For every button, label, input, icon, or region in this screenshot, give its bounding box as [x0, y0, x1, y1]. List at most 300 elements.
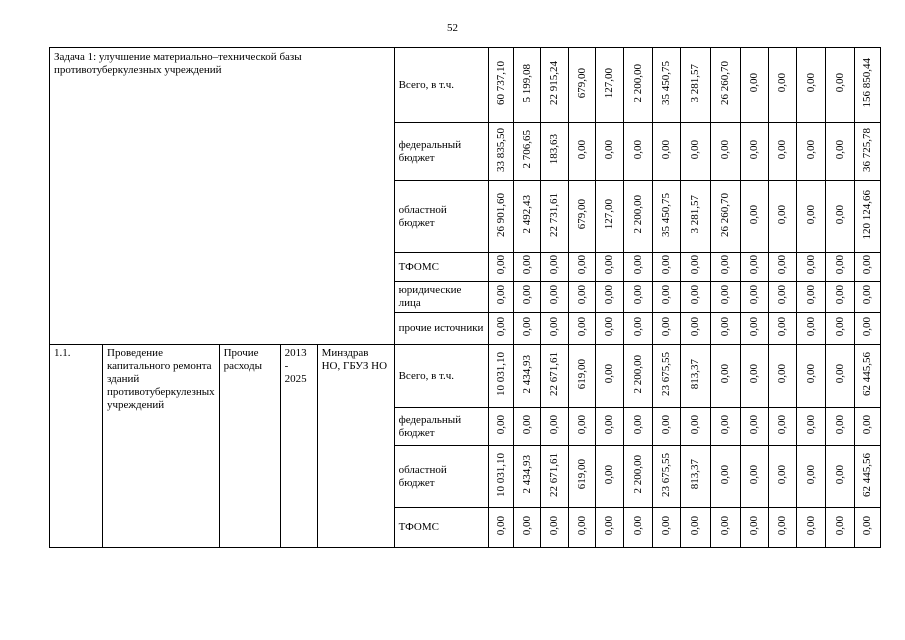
item-name-cell — [103, 345, 220, 548]
value-cell — [652, 508, 680, 548]
value-text: 0,00 — [748, 515, 761, 536]
value-text: 0,00 — [804, 515, 817, 536]
value-cell — [768, 123, 796, 181]
value-cell — [680, 48, 710, 123]
category-cell — [394, 508, 488, 548]
value-cell — [513, 446, 540, 508]
value-cell — [740, 313, 768, 345]
value-text: 0,00 — [833, 316, 846, 337]
value-cell — [513, 253, 540, 282]
value-cell — [854, 345, 880, 408]
value-text: 0,00 — [548, 285, 561, 305]
value-text: 33 835,50 — [494, 127, 507, 172]
value-text: 0,00 — [603, 316, 616, 337]
value-text: 22 915,24 — [548, 61, 561, 105]
task-title-cell — [50, 48, 395, 345]
value-cell — [595, 48, 623, 123]
table-row — [50, 48, 881, 123]
value-cell — [540, 345, 568, 408]
value-text: 0,00 — [804, 139, 817, 160]
value-cell — [595, 408, 623, 446]
value-cell — [623, 123, 652, 181]
value-cell — [488, 282, 513, 313]
value-text: 156 850,44 — [861, 58, 874, 108]
value-text: 0,00 — [520, 255, 533, 275]
value-cell — [595, 123, 623, 181]
value-cell — [568, 253, 595, 282]
value-text: 127,00 — [603, 67, 616, 99]
value-cell — [710, 408, 740, 446]
value-cell — [568, 313, 595, 345]
value-text: 2 200,00 — [631, 63, 644, 103]
value-cell — [568, 345, 595, 408]
value-cell — [680, 123, 710, 181]
value-text: 0,00 — [660, 285, 673, 305]
category-label: прочие источники — [398, 322, 484, 334]
value-text: 0,00 — [689, 139, 702, 160]
value-cell — [740, 282, 768, 313]
value-cell — [568, 446, 595, 508]
value-cell — [652, 181, 680, 253]
value-text: 813,37 — [689, 459, 702, 490]
value-cell — [652, 253, 680, 282]
value-cell — [513, 508, 540, 548]
value-text: 26 901,60 — [494, 192, 507, 237]
task-title: Задача 1: улучшение материально–технической базы противотуберкулезных учреждений — [54, 51, 302, 76]
value-text: 0,00 — [575, 414, 588, 435]
value-text: 0,00 — [603, 139, 616, 160]
value-cell — [623, 282, 652, 313]
value-cell — [652, 123, 680, 181]
value-cell — [680, 282, 710, 313]
value-cell — [710, 48, 740, 123]
value-text: 0,00 — [804, 204, 817, 225]
value-cell — [680, 253, 710, 282]
category-cell — [394, 313, 488, 345]
value-text: 62 445,56 — [861, 452, 874, 497]
value-cell — [796, 181, 825, 253]
value-cell — [540, 253, 568, 282]
period-cell — [280, 345, 317, 548]
value-text: 0,00 — [689, 414, 702, 435]
value-text: 26 260,70 — [719, 61, 732, 105]
value-text: 0,00 — [660, 414, 673, 435]
value-text: 0,00 — [748, 73, 761, 93]
value-cell — [540, 123, 568, 181]
value-cell — [854, 408, 880, 446]
value-cell — [825, 446, 854, 508]
value-cell — [740, 345, 768, 408]
value-cell — [825, 123, 854, 181]
value-cell — [488, 313, 513, 345]
category-label: областной бюджет — [398, 463, 447, 489]
value-text: 0,00 — [861, 515, 874, 536]
value-text: 0,00 — [804, 73, 817, 93]
category-label: Всего, в т.ч. — [398, 78, 455, 91]
value-cell — [796, 313, 825, 345]
value-cell — [854, 123, 880, 181]
value-cell — [652, 446, 680, 508]
value-text: 0,00 — [804, 316, 817, 337]
value-text: 0,00 — [689, 255, 702, 275]
value-text: 3 281,57 — [689, 63, 702, 103]
value-cell — [595, 446, 623, 508]
value-cell — [796, 282, 825, 313]
category-cell — [394, 253, 488, 282]
value-text: 0,00 — [631, 285, 644, 305]
value-cell — [768, 181, 796, 253]
value-cell — [854, 446, 880, 508]
value-text: 26 260,70 — [719, 192, 732, 237]
category-cell — [394, 282, 488, 313]
value-cell — [680, 446, 710, 508]
value-cell — [710, 446, 740, 508]
value-cell — [768, 253, 796, 282]
value-cell — [680, 313, 710, 345]
value-cell — [680, 181, 710, 253]
category-label: юридические лица — [398, 284, 462, 309]
value-cell — [623, 446, 652, 508]
value-cell — [488, 508, 513, 548]
value-cell — [595, 282, 623, 313]
value-cell — [568, 48, 595, 123]
value-cell — [568, 508, 595, 548]
category-cell — [394, 446, 488, 508]
value-text: 2 706,65 — [520, 130, 533, 169]
value-text: 0,00 — [833, 464, 846, 485]
value-text: 0,00 — [494, 285, 507, 305]
value-cell — [488, 345, 513, 408]
category-cell — [394, 345, 488, 408]
value-text: 0,00 — [631, 414, 644, 435]
value-text: 0,00 — [804, 255, 817, 275]
value-text: 0,00 — [861, 316, 874, 337]
value-text: 22 671,61 — [548, 452, 561, 497]
value-text: 0,00 — [833, 515, 846, 536]
expense-type-cell — [219, 345, 280, 548]
value-cell — [740, 253, 768, 282]
value-cell — [488, 181, 513, 253]
value-cell — [768, 282, 796, 313]
value-text: 0,00 — [804, 414, 817, 435]
value-text: 0,00 — [861, 255, 874, 275]
value-text: 0,00 — [833, 414, 846, 435]
category-label: ТФОМС — [398, 521, 439, 533]
category-cell — [394, 48, 488, 123]
table-row — [50, 345, 881, 408]
value-cell — [568, 123, 595, 181]
value-cell — [825, 313, 854, 345]
expense-type-text: Прочие расходы — [223, 347, 262, 372]
value-cell — [595, 508, 623, 548]
value-text: 0,00 — [776, 73, 789, 93]
value-text: 0,00 — [603, 285, 616, 305]
value-cell — [796, 446, 825, 508]
budget-table — [49, 47, 881, 548]
value-text: 0,00 — [833, 285, 846, 305]
value-cell — [513, 282, 540, 313]
value-text: 0,00 — [575, 316, 588, 337]
category-label: ТФОМС — [398, 260, 439, 273]
category-label: федеральный бюджет — [398, 413, 462, 439]
value-cell — [513, 123, 540, 181]
value-text: 0,00 — [631, 255, 644, 275]
value-cell — [796, 345, 825, 408]
value-cell — [540, 508, 568, 548]
value-cell — [740, 48, 768, 123]
value-text: 679,00 — [575, 67, 588, 99]
value-cell — [854, 181, 880, 253]
value-text: 22 731,61 — [548, 192, 561, 237]
table-body — [50, 48, 881, 548]
value-text: 2 492,43 — [520, 195, 533, 234]
value-text: 619,00 — [575, 358, 588, 390]
value-cell — [768, 508, 796, 548]
value-cell — [710, 123, 740, 181]
value-text: 2 434,93 — [520, 354, 533, 394]
value-text: 0,00 — [748, 285, 761, 305]
value-cell — [796, 508, 825, 548]
value-cell — [652, 48, 680, 123]
value-cell — [513, 345, 540, 408]
value-text: 2 200,00 — [631, 195, 644, 234]
category-cell — [394, 123, 488, 181]
value-text: 0,00 — [748, 414, 761, 435]
value-cell — [540, 181, 568, 253]
value-cell — [710, 282, 740, 313]
value-cell — [513, 313, 540, 345]
category-cell — [394, 408, 488, 446]
value-text: 0,00 — [776, 204, 789, 225]
value-text: 0,00 — [833, 73, 846, 93]
value-cell — [623, 181, 652, 253]
value-text: 619,00 — [575, 459, 588, 490]
value-text: 0,00 — [660, 515, 673, 536]
period-text: 2013 - 2025 — [284, 347, 307, 385]
value-text: 0,00 — [520, 316, 533, 337]
executor-text: Минздрав НО, ГБУЗ НО — [321, 347, 388, 372]
value-text: 0,00 — [520, 515, 533, 536]
value-text: 0,00 — [494, 414, 507, 435]
value-cell — [854, 508, 880, 548]
value-cell — [540, 48, 568, 123]
value-text: 183,63 — [548, 134, 561, 165]
value-text: 0,00 — [520, 285, 533, 305]
value-text: 0,00 — [804, 464, 817, 485]
value-cell — [488, 446, 513, 508]
value-cell — [488, 408, 513, 446]
value-text: 0,00 — [719, 364, 732, 384]
category-cell — [394, 181, 488, 253]
value-text: 0,00 — [748, 316, 761, 337]
value-cell — [796, 48, 825, 123]
value-text: 0,00 — [776, 464, 789, 485]
value-text: 0,00 — [861, 414, 874, 435]
value-text: 0,00 — [776, 364, 789, 384]
value-text: 0,00 — [776, 139, 789, 160]
value-text: 0,00 — [719, 316, 732, 337]
value-cell — [623, 408, 652, 446]
value-text: 0,00 — [719, 515, 732, 536]
value-cell — [513, 408, 540, 446]
value-cell — [740, 408, 768, 446]
value-text: 0,00 — [861, 285, 874, 305]
value-text: 0,00 — [575, 255, 588, 275]
value-text: 0,00 — [748, 204, 761, 225]
value-cell — [768, 48, 796, 123]
value-text: 0,00 — [575, 285, 588, 305]
page-number: 52 — [447, 22, 458, 34]
value-cell — [825, 508, 854, 548]
value-text: 10 031,10 — [494, 352, 507, 396]
value-text: 0,00 — [631, 515, 644, 536]
value-cell — [595, 313, 623, 345]
value-cell — [796, 123, 825, 181]
value-text: 120 124,66 — [861, 189, 874, 240]
value-cell — [710, 313, 740, 345]
value-text: 0,00 — [603, 464, 616, 485]
value-cell — [680, 408, 710, 446]
value-cell — [595, 181, 623, 253]
value-cell — [825, 48, 854, 123]
value-cell — [540, 313, 568, 345]
value-text: 0,00 — [776, 285, 789, 305]
value-cell — [652, 408, 680, 446]
value-cell — [825, 181, 854, 253]
value-text: 0,00 — [631, 316, 644, 337]
value-cell — [796, 408, 825, 446]
value-text: 127,00 — [603, 199, 616, 230]
value-text: 0,00 — [575, 515, 588, 536]
value-cell — [796, 253, 825, 282]
value-cell — [710, 181, 740, 253]
value-text: 2 200,00 — [631, 455, 644, 494]
value-text: 0,00 — [776, 255, 789, 275]
value-text: 0,00 — [719, 255, 732, 275]
value-text: 0,00 — [575, 139, 588, 160]
value-cell — [740, 181, 768, 253]
value-cell — [854, 48, 880, 123]
value-cell — [623, 48, 652, 123]
value-cell — [540, 408, 568, 446]
value-cell — [854, 253, 880, 282]
value-text: 0,00 — [833, 364, 846, 384]
value-cell — [680, 508, 710, 548]
value-cell — [568, 282, 595, 313]
value-text: 0,00 — [804, 364, 817, 384]
value-cell — [623, 345, 652, 408]
value-cell — [854, 313, 880, 345]
category-label: Всего, в т.ч. — [398, 369, 455, 382]
item-number-text: 1.1. — [54, 347, 71, 359]
value-cell — [710, 345, 740, 408]
value-cell — [652, 313, 680, 345]
value-text: 0,00 — [660, 139, 673, 160]
value-cell — [488, 48, 513, 123]
value-text: 0,00 — [833, 139, 846, 160]
category-label: областной бюджет — [398, 203, 447, 229]
value-text: 0,00 — [660, 316, 673, 337]
value-text: 0,00 — [689, 515, 702, 536]
value-text: 36 725,78 — [861, 127, 874, 172]
value-cell — [540, 446, 568, 508]
value-text: 0,00 — [603, 515, 616, 536]
value-cell — [768, 345, 796, 408]
value-text: 0,00 — [689, 316, 702, 337]
value-cell — [595, 253, 623, 282]
value-text: 0,00 — [804, 285, 817, 305]
value-cell — [680, 345, 710, 408]
value-text: 0,00 — [631, 139, 644, 160]
value-text: 62 445,56 — [861, 352, 874, 396]
value-text: 0,00 — [520, 414, 533, 435]
value-text: 2 200,00 — [631, 354, 644, 394]
value-cell — [740, 446, 768, 508]
value-cell — [488, 123, 513, 181]
value-text: 0,00 — [603, 364, 616, 384]
value-cell — [513, 48, 540, 123]
value-text: 22 671,61 — [548, 352, 561, 396]
value-text: 0,00 — [719, 139, 732, 160]
value-text: 0,00 — [660, 255, 673, 275]
value-cell — [540, 282, 568, 313]
value-text: 0,00 — [494, 316, 507, 337]
value-text: 0,00 — [548, 515, 561, 536]
value-text: 813,37 — [689, 358, 702, 390]
value-cell — [568, 408, 595, 446]
value-text: 679,00 — [575, 199, 588, 230]
value-text: 35 450,75 — [660, 192, 673, 237]
value-text: 0,00 — [603, 414, 616, 435]
value-cell — [623, 313, 652, 345]
value-cell — [825, 253, 854, 282]
value-cell — [768, 446, 796, 508]
value-cell — [825, 282, 854, 313]
value-text: 0,00 — [719, 464, 732, 485]
value-cell — [740, 123, 768, 181]
value-cell — [740, 508, 768, 548]
value-cell — [623, 508, 652, 548]
value-cell — [595, 345, 623, 408]
value-cell — [710, 508, 740, 548]
value-text: 0,00 — [689, 285, 702, 305]
value-text: 0,00 — [776, 316, 789, 337]
value-cell — [568, 181, 595, 253]
value-cell — [513, 181, 540, 253]
value-cell — [710, 253, 740, 282]
value-text: 0,00 — [748, 464, 761, 485]
value-cell — [652, 282, 680, 313]
value-text: 0,00 — [748, 139, 761, 160]
value-cell — [768, 408, 796, 446]
value-text: 0,00 — [494, 255, 507, 275]
value-text: 0,00 — [833, 204, 846, 225]
item-name-text: Проведение капитального ремонта зданий противотуберкулезных учреждений — [107, 347, 215, 411]
value-text: 0,00 — [548, 414, 561, 435]
category-label: федеральный бюджет — [398, 138, 462, 164]
value-text: 3 281,57 — [689, 195, 702, 234]
value-cell — [623, 253, 652, 282]
value-text: 35 450,75 — [660, 61, 673, 105]
value-text: 2 434,93 — [520, 455, 533, 494]
value-text: 0,00 — [603, 255, 616, 275]
value-text: 23 675,55 — [660, 352, 673, 396]
value-text: 0,00 — [776, 414, 789, 435]
value-text: 0,00 — [748, 364, 761, 384]
item-number-cell — [50, 345, 103, 548]
value-text: 60 737,10 — [494, 61, 507, 105]
executor-cell — [317, 345, 394, 548]
